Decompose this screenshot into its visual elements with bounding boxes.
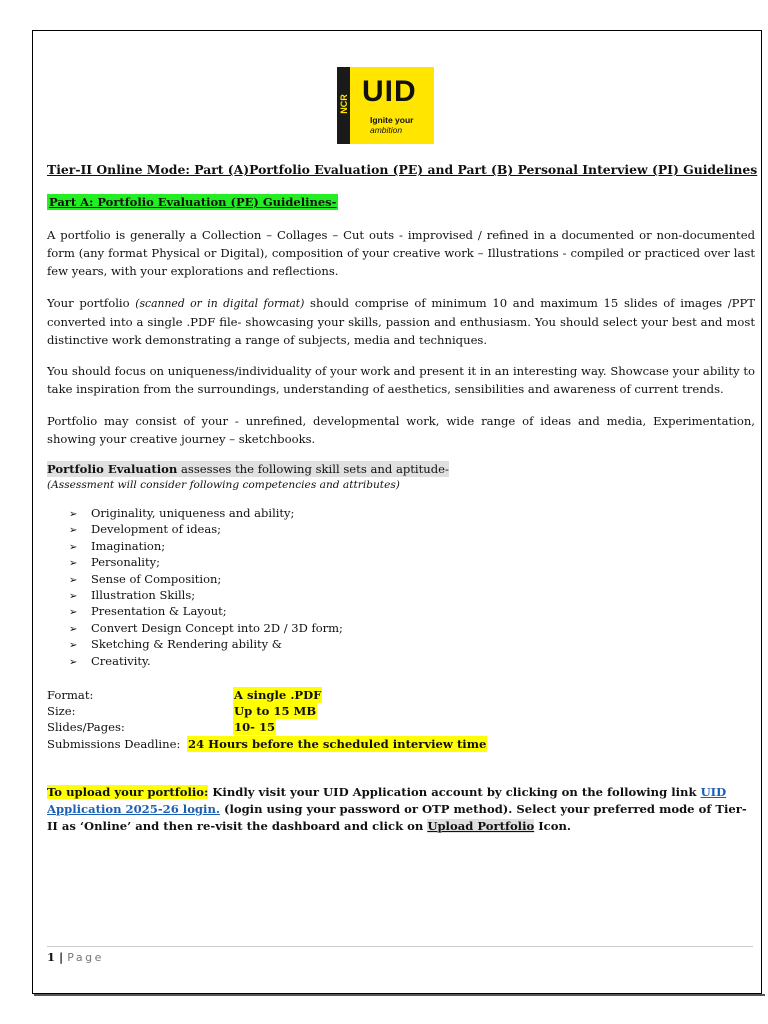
page-separator: | [55,950,68,964]
paragraph-uniqueness: You should focus on uniqueness/individuality of your work and present it in an interesting way. Showcase your ability to take inspiration from the surroundings, understanding of aesthetics, sensibilities and awareness of current trends. [47,364,755,397]
arrow-bullet-icon: ➢ [69,656,78,668]
arrow-bullet-icon: ➢ [69,509,78,520]
arrow-bullet-icon: ➢ [69,525,78,537]
logo-ncr-text: NCR [339,94,349,114]
spec-format [47,687,322,703]
spec-slides [47,719,276,735]
upload-text-2: (login using your password or OTP method). Select your preferred mode of Tier-II as ‘Online’ and then re-visit the dashboard and click on [47,802,747,833]
uid-logo [337,67,434,144]
paragraph-portfolio-definition: A portfolio is generally a Collection – Collages – Cut outs - improvised / refined in a documented or non-documented form (any format Physical or Digital), composition of your creative work – Illustrations - compiled or practiced over last few years, with your explorations and reflections. [47,228,755,279]
spec-label: Format: [47,688,94,702]
pe-note: (Assessment will consider following competencies and attributes) [47,479,400,491]
part-a-heading: Part A: Portfolio Evaluation (PE) Guidelines- [49,195,337,209]
logo-tagline-1: Ignite your [370,115,414,125]
page-number: 1 [47,950,56,964]
list-item-text: Creativity. [91,653,151,668]
p2-text-before: Your portfolio [47,296,136,310]
footer-divider [47,946,753,947]
arrow-bullet-icon: ➢ [69,574,78,586]
spec-value: A single .PDF [234,688,322,702]
logo-uid-text: UID [362,75,417,108]
list-item [69,571,343,587]
spec-value: 24 Hours before the scheduled interview time [188,737,487,751]
list-item-text: Sketching & Rendering ability & [91,637,283,652]
arrow-bullet-icon: ➢ [69,607,78,619]
logo-tagline-2: ambition [370,125,403,135]
list-item [69,603,343,619]
document-page [32,30,762,994]
spec-deadline [47,736,487,752]
list-item [69,653,343,669]
skills-list [69,505,343,669]
spec-label: Size: [47,704,76,718]
upload-instructions [47,784,755,835]
list-item [69,554,343,570]
list-item [69,620,343,636]
p2-text-after: should comprise of minimum 10 and maximum 15 slides of images /PPT converted into a single .PDF file- showcasing your skills, passion and enthusiasm. You should select your best and most distinctive work demonstrating a range of subjects, media and techniques. [47,296,756,348]
arrow-bullet-icon: ➢ [69,623,78,635]
paragraph-portfolio-contents: Portfolio may consist of your - unrefined, developmental work, wide range of ideas and media, Experimentation, showing your creative journey – sketchbooks. [47,414,755,447]
document-title: Tier-II Online Mode: Part (A)Portfolio Evaluation (PE) and Part (B) Personal Interview (PI) Guidelines [47,162,758,177]
list-item-text: Sense of Composition; [91,571,222,586]
list-item-text: Personality; [91,555,160,570]
upload-text-1: Kindly visit your UID Application account by clicking on the following link [208,785,701,799]
upload-label: To upload your portfolio: [47,785,209,799]
arrow-bullet-icon: ➢ [69,558,78,570]
page-footer [47,949,104,966]
pe-heading [47,461,449,477]
paragraph-portfolio-requirements [47,294,755,350]
pe-heading-bold: Portfolio Evaluation [47,462,178,476]
page-word: Page [67,951,104,964]
spec-label: Slides/Pages: [47,720,125,734]
uid-application-login-link[interactable]: UID Application 2025-26 login. [47,785,727,816]
upload-text-3: Icon. [534,819,571,833]
list-item [69,587,343,603]
page-bottom-shadow [34,994,765,996]
arrow-bullet-icon: ➢ [69,640,78,652]
list-item-text: Development of ideas; [91,522,221,537]
list-item-text: Presentation & Layout; [91,604,227,619]
upload-portfolio-label: Upload Portfolio [427,819,535,833]
list-item [69,636,343,652]
list-item-text: Imagination; [91,538,166,553]
list-item-text: Illustration Skills; [91,587,196,602]
list-item-text: Originality, uniqueness and ability; [91,506,295,520]
spec-value: Up to 15 MB [234,704,317,718]
spec-label: Submissions Deadline: [47,737,181,751]
arrow-bullet-icon: ➢ [69,541,78,553]
logo-ncr-strip [337,67,350,144]
list-item [69,521,343,537]
spec-value: 10- 15 [234,720,276,734]
list-item [69,538,343,554]
list-item-text: Convert Design Concept into 2D / 3D form; [91,620,343,635]
pe-heading-rest: assesses the following skill sets and aptitude- [177,462,449,476]
p2-italic-note: (scanned or in digital format) [135,297,305,310]
list-item [69,505,343,521]
arrow-bullet-icon: ➢ [69,590,78,602]
spec-size [47,703,317,719]
